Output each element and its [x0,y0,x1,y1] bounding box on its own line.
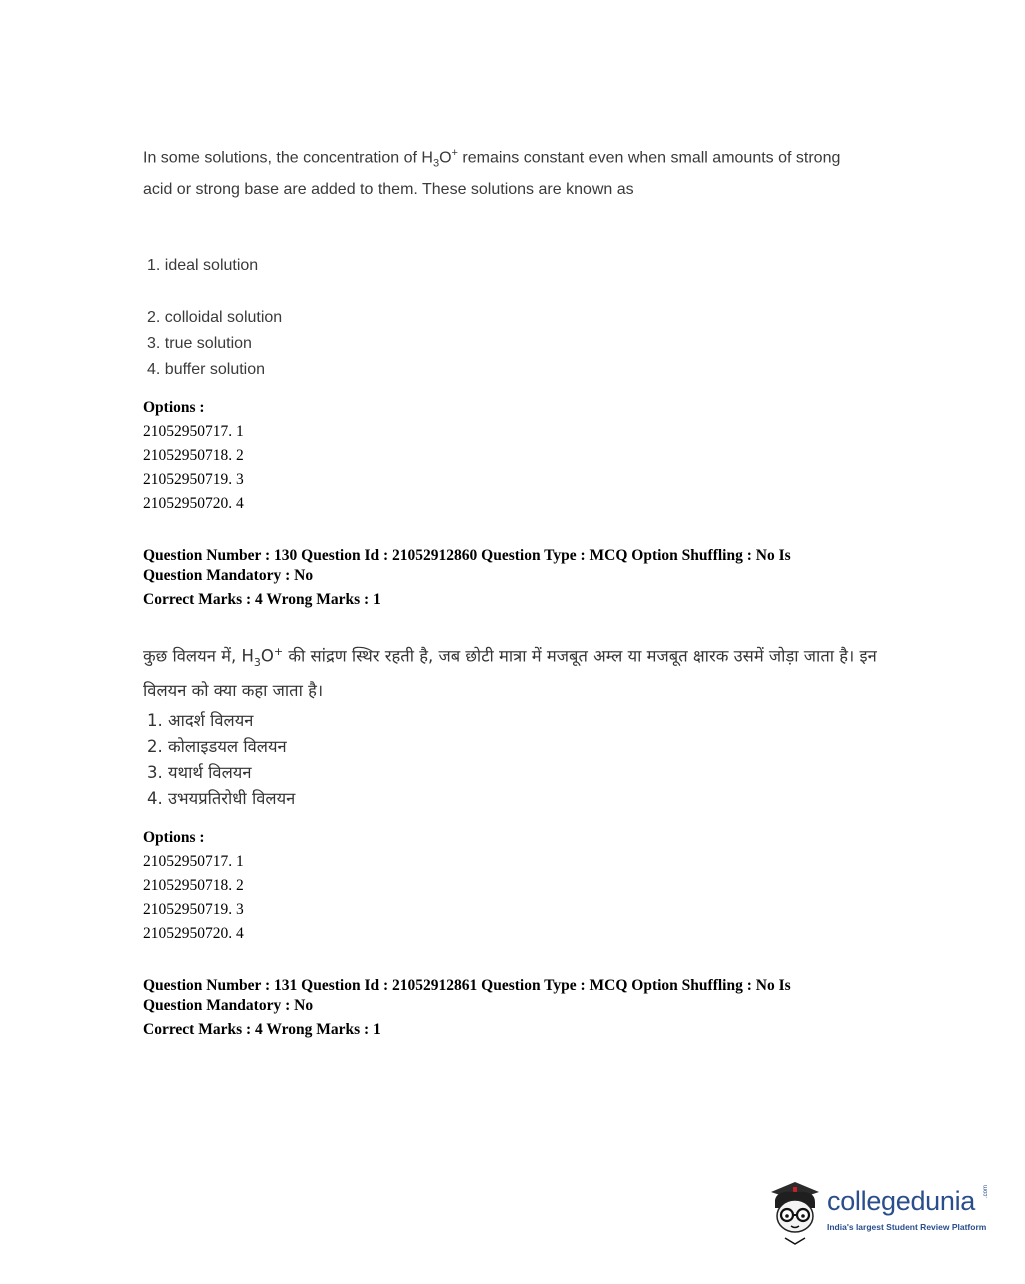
choice-item: 2. colloidal solution [147,309,283,326]
option-id: 21052950720. 4 [143,925,244,942]
logo-suffix: .com [983,1184,989,1198]
mascot-icon [765,1178,825,1248]
choice-item: 2. कोलाइडयल विलयन [147,737,287,756]
collegedunia-logo [765,1176,995,1248]
question-meta-line: Question Mandatory : No [143,567,314,584]
options-label: Options : [143,399,205,416]
question-text: कुछ विलयन में, $H_3O^+$ की सांद्रण स्थिर रहती है, जब छोटी मात्रा में मजबूत अम्ल या मजबूत क्षारक उसमें जोड़ा जाता है। इन विलयन को क्या कहा जाता है। [143,645,877,700]
question-meta [143,546,883,586]
option-id: 21052950718. 2 [143,877,244,894]
question-meta-line: Question Mandatory : No [143,997,314,1014]
question-meta [143,976,883,1016]
question-meta-line: Question Number : 131 Question Id : 21052912861 Question Type : MCQ Option Shuffling : No Is [143,977,791,994]
option-id: 21052950720. 4 [143,495,244,512]
option-id: 21052950717. 1 [143,423,244,440]
logo-tagline: India's largest Student Review Platform [827,1222,987,1232]
option-id: 21052950719. 3 [143,471,244,488]
question-text: In some solutions, the concentration of $H_3O^+$ remains constant even when small amounts of strong acid or strong base are added to them. These solutions are known as [143,147,841,198]
choice-item: 1. ideal solution [147,257,259,274]
logo-wordmark: collegedunia [827,1186,976,1216]
choice-item: 4. उभयप्रतिरोधी विलयन [147,789,296,808]
question-meta-line: Question Number : 130 Question Id : 21052912860 Question Type : MCQ Option Shuffling : No Is [143,547,791,564]
choice-item: 4. buffer solution [147,361,266,378]
question-marks: Correct Marks : 4 Wrong Marks : 1 [143,1021,381,1038]
option-id: 21052950719. 3 [143,901,244,918]
options-label: Options : [143,829,205,846]
choice-item: 1. आदर्श विलयन [147,711,254,730]
option-id: 21052950718. 2 [143,447,244,464]
question-marks: Correct Marks : 4 Wrong Marks : 1 [143,591,381,608]
choice-item: 3. यथार्थ विलयन [147,763,252,782]
option-id: 21052950717. 1 [143,853,244,870]
choice-item: 3. true solution [147,335,252,352]
